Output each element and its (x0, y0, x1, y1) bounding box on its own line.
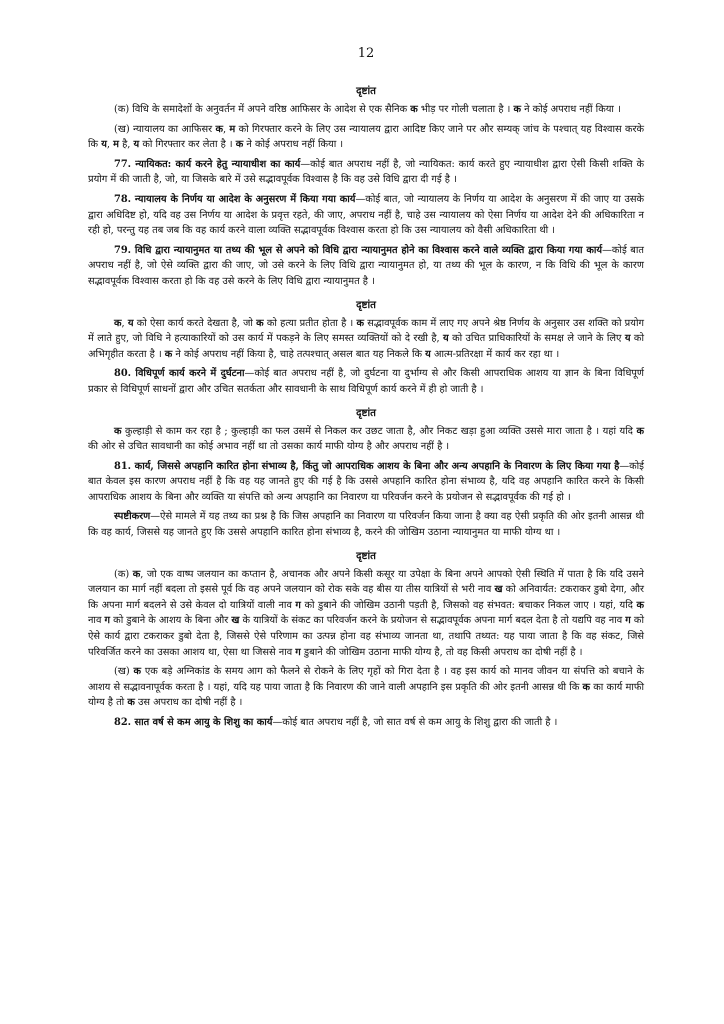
illustration-heading: दृष्टांत (356, 298, 376, 311)
paragraph (88, 715, 644, 731)
bold-text: म (113, 139, 119, 151)
bold-text: 79. विधि द्वारा न्यायानुमत या तथ्य की भूल से अपने को विधि द्वारा न्यायानुमत होने का विश्वास करने वाले व्यक्ति द्वारा किया गया कार्य (114, 244, 603, 256)
bold-text: क (132, 568, 141, 580)
paragraph (88, 366, 644, 397)
paragraph (88, 122, 644, 153)
bold-text: य (101, 139, 107, 151)
text-run: (क) (114, 568, 133, 580)
paragraph (88, 509, 644, 540)
bold-text: य (443, 333, 449, 345)
text-run: नाव (88, 615, 105, 627)
bold-text: क (114, 425, 122, 437)
bold-text: क (133, 666, 142, 678)
bold-text: ग (625, 615, 631, 627)
text-run: —कोई बात अपराध नहीं है, जो न्यायिकत: कार्य करते हुए न्यायाधीश द्वारा ऐसी किसी शक्ति के प्रयोग में की जाती है, जो, या जिसके बारे में उसे सद्भावपूर्वक विश्वास है कि वह उसे विधि द्वारा दी गई है । (88, 158, 644, 186)
paragraph (88, 192, 644, 239)
text-run: (क) विधि के समादेशों के अनुवर्तन में अपने वरिष्ठ आफिसर के आदेश से एक सैनिक (114, 104, 411, 115)
text-run: को गिरफ्तार कर लेता है । (139, 139, 236, 151)
bold-text: क (256, 317, 264, 329)
bold-text: क (164, 348, 173, 360)
text-run: को ऐसे कार्य द्वारा टकराकर डुबो देता है, जिससे ऐसे परिणाम का उत्पन्न होना वह संभाव्य जानता था, तथापि तथ्यत: यह पाया जाता है कि वह संकट, जिसे परिवर्जित करने का उसका आशय था, ऐसा था जिससे नाव (88, 615, 644, 658)
bold-text: य (624, 333, 631, 345)
paragraph (88, 157, 644, 188)
paragraph (88, 243, 644, 290)
bold-text: 77. न्यायिकत: कार्य करने हेतु न्यायाधीश का कार्य (114, 158, 301, 170)
bold-text: 82. सात वर्ष से कम आयु के शिशु का कार्य (114, 717, 273, 728)
bold-text: 81. कार्य, जिससे अपहानि कारित होना संभाव्य है, किंतु जो आपराधिक आशय के बिना और अन्य अपहानि के निवारण के लिए किया गया है (114, 460, 620, 472)
bold-text: ग (295, 599, 301, 611)
text-run: की ओर से उचित सावधानी का कोई अभाव नहीं था तो उसका कार्य माफी योग्य है और अपराध नहीं है । (88, 441, 450, 453)
bold-text: य (425, 348, 431, 360)
bold-text: ग (295, 646, 301, 658)
bold-text: क (114, 317, 122, 329)
document-body (88, 83, 644, 731)
text-run: , जो एक वाष्प जलयान का कप्तान है, अचानक और अपने किसी कसूर या उपेक्षा के बिना अपने आपको ऐसी स्थिति में पाता है कि यदि उसने जलयान का मार्ग नहीं बदला तो इससे पूर्व कि वह अपने जलयान को रोक सके वह बीस या तीस यात्रियों से भरी नाव (88, 568, 644, 596)
text-run: के यात्रियों के संकट का परिवर्जन करने के प्रयोजन से सद्भावपूर्वक अपना मार्ग बदल देता है तो यद्यपि वह नाव (239, 615, 626, 627)
text-run: ने कोई अपराध नहीं किया । (521, 104, 621, 115)
bold-text: य (133, 139, 140, 151)
bold-text: ख (494, 584, 503, 596)
text-run: एक बड़े अग्निकांड के समय आग को फैलने से रोकने के लिए गृहों को गिरा देता है । वह इस कार्य को मानव जीवन या संपत्ति को बचाने के आशय से सद्भावनापूर्वक करता है । यहां, यदि यह पाया जाता है कि निवारण की जाने वाली अपहानि इस प्रकृति की ओर इतनी आसन्न थी कि (88, 666, 644, 693)
bold-text: क (215, 123, 223, 135)
bold-text: क (235, 139, 244, 151)
bold-text: ख (231, 615, 240, 627)
text-run: , (121, 317, 128, 329)
text-run: , (222, 123, 230, 135)
illustration-heading: दृष्टांत (356, 406, 376, 419)
text-run: (ख) (114, 666, 134, 678)
text-run: को हत्या प्रतीत होता है । (263, 317, 357, 329)
text-run: —कोई बात अपराध नहीं है, जो ऐसे व्यक्ति द्वारा की जाए, जो उसे करने के लिए विधि द्वारा न्यायानुमत हो, या तथ्य की भूल के कारण, न कि विधि की भूल के कारण सद्भावपूर्वक विश्वास करता हो कि वह उसे करने के लिए विधि द्वारा न्यायानुमत है । (88, 244, 644, 287)
text-run: को गिरफ्तार करने के लिए उस न्यायालय द्वारा आदिष्ट किए जाने पर और सम्यक् जांच के पश्चात् यह विश्वास करके कि (88, 123, 645, 151)
text-run: —कोई बात केवल इस कारण अपराध नहीं है कि वह यह जानते हुए की गई है कि उससे अपहानि कारित होना संभाव्य है, यदि वह अपहानि कारित करने के किसी आपराधिक आशय के बिना और व्यक्ति या संपत्ति को अन्य अपहानि का निवारण या परिवर्जन करने के प्रयोजन से सद्भावपूर्वक की गई हो । (88, 460, 644, 503)
page-number: 12 (357, 46, 375, 61)
text-run: ने कोई अपराध नहीं किया है, चाहे तत्पश्चात् असल बात यह निकले कि (172, 348, 426, 360)
paragraph (88, 664, 644, 711)
text-run: —कोई बात अपराध नहीं है, जो सात वर्ष से कम आयु के शिशु द्वारा की जाती है । (272, 717, 558, 728)
text-run: उस अपराध का दोषी नहीं है । (134, 697, 243, 709)
text-run: को अभिगृहीत करता है । (88, 333, 644, 360)
bold-text: क (513, 104, 521, 115)
bold-text: 80. विधिपूर्ण कार्य करने में दुर्घटना (114, 368, 245, 380)
paragraph (88, 459, 644, 506)
bold-text: क (127, 697, 135, 709)
text-run: को डुबाने के आशय के बिना और (110, 615, 232, 627)
text-run: आत्म-प्रतिरक्षा में कार्य कर रहा था । (430, 348, 560, 360)
paragraph (88, 316, 644, 363)
text-run: है, (118, 139, 134, 151)
text-run: का कार्य माफी योग्य है तो (88, 681, 644, 709)
text-run: को ऐसा कार्य करते देखता है, जो (133, 317, 257, 329)
illustration-heading: दृष्टांत (356, 85, 376, 97)
text-run: —कोई बात, जो न्यायालय के निर्णय या आदेश के अनुसरण में की जाए या उसके द्वारा अधिदिष्ट हो, यदि वह उस निर्णय या आदेश के प्रवृत्त रहते, की जाए, अपराध नहीं है, चाहे उस न्यायालय को ऐसा निर्णय या आदेश देने की अधिकारिता न रही हो, परन्तु यह तब जब कि वह कार्य करने वाला व्यक्ति सद्भावपूर्वक विश्वास करता हो कि उस न्यायालय को वैसी अधिकारिता थी । (88, 193, 644, 237)
text-run: को अनिवार्यत: टकराकर डुबो देगा, और कि अपना मार्ग बदलने से उसे केवल दो यात्रियों वाली नाव (88, 584, 644, 611)
text-run: , (106, 139, 114, 151)
text-run: भीड़ पर गोली चलाता है । (417, 104, 514, 115)
bold-text: 78. न्यायालय के निर्णय या आदेश के अनुसरण में किया गया कार्य (114, 193, 356, 205)
bold-text: क (582, 681, 591, 693)
bold-text: क (410, 104, 418, 115)
illustration-heading: दृष्टांत (356, 549, 376, 562)
text-run: —ऐसे मामले में यह तथ्य का प्रश्न है कि जिस अपहानि का निवारण या परिवर्जन किया जाना है क्या वह ऐसी प्रकृति की ओर इतनी आसन्न थी कि वह कार्य, जिससे यह जानते हुए कि उससे अपहानि कारित होना संभाव्य है, करने की जोखिम उठाना न्यायानुमत या माफी योग्य था । (88, 511, 644, 539)
bold-text: य (127, 317, 134, 329)
bold-text: ग (104, 615, 111, 627)
bold-text: क (636, 599, 644, 611)
paragraph (88, 102, 644, 118)
bold-text: स्पष्टीकरण (114, 511, 151, 523)
bold-text: क (636, 425, 644, 437)
text-run: कुल्हाड़ी से काम कर रहा है ; कुल्हाड़ी का फल उसमें से निकल कर उछट जाता है, और निकट खड़ा हुआ व्यक्ति उससे मारा जाता है । यहां यदि (121, 425, 637, 437)
text-run: —कोई बात अपराध नहीं है, जो दुर्घटना या दुर्भाग्य से और किसी आपराधिक आशय या ज्ञान के बिना विधिपूर्ण प्रकार से विधिपूर्ण साधनों द्वारा और उचित सतर्कता और सावधानी के साथ विधिपूर्ण कार्य करने में ही हो जाती है । (88, 368, 644, 395)
text-run: को डुबाने की जोखिम उठानी पड़ती है, जिसको वह संभवत: बचाकर निकल जाए । यहां, यदि (300, 599, 637, 611)
paragraph (88, 424, 644, 455)
text-run: (ख) न्यायालय का आफिसर (114, 123, 216, 135)
paragraph (88, 567, 644, 661)
text-run: डुबाने की जोखिम उठाना माफी योग्य है, तो वह किसी अपराध का दोषी नहीं है । (300, 646, 583, 658)
text-run: सद्भावपूर्वक काम में लाए गए अपने श्रेष्ठ निर्णय के अनुसार उस शक्ति को प्रयोग में लाते हुए, जो विधि ने हत्याकारियों को उस कार्य में पकड़ने के लिए समस्त व्यक्तियों को दे रखी है, (88, 317, 644, 345)
bold-text: क (356, 317, 365, 329)
text-run: ने कोई अपराध नहीं किया । (243, 139, 344, 151)
text-run: को उचित प्राधिकारियों के समक्ष ले जाने के लिए (448, 333, 625, 345)
bold-text: म (229, 123, 236, 135)
